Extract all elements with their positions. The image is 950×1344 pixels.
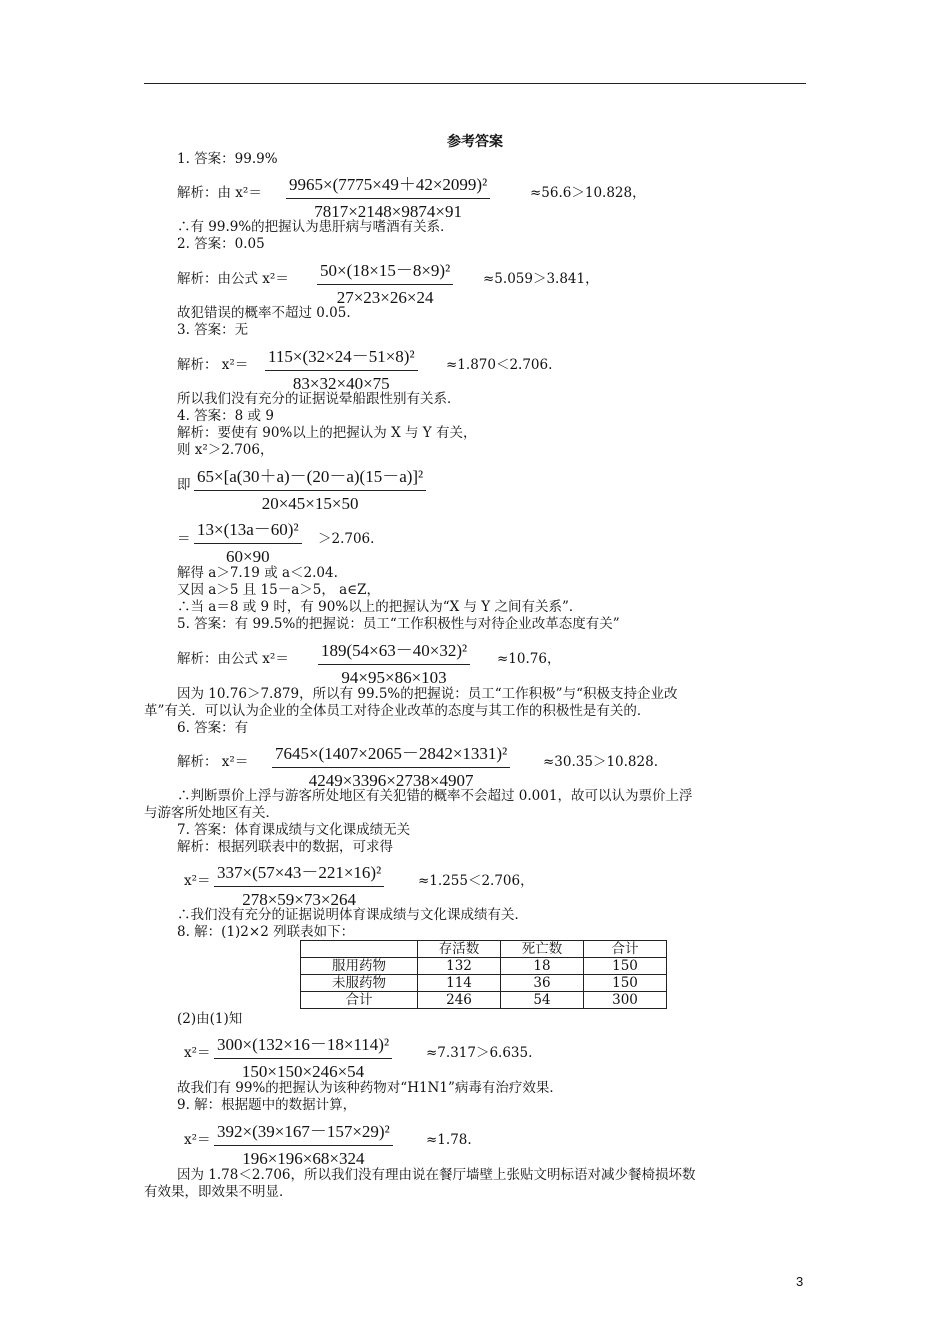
table-cell: 150 [584, 958, 667, 975]
formula-6-denominator: 4249×3396×2738×4907 [308, 771, 474, 790]
formula-9 [214, 1117, 393, 1169]
conclusion-5-line2: 革”有关．可以认为企业的全体员工对待企业改革的态度与其工作的积极性是有关的． [144, 703, 651, 719]
analysis-2-result: ≈5.059＞3.841， [483, 271, 599, 287]
analysis-5-lead: 解析：由公式 x²＝ [177, 651, 289, 667]
table-row [301, 992, 667, 1009]
conclusion-6-line2: 与游客所处地区有关． [144, 805, 279, 821]
conclusion-6-line1: ∴判断票价上浮与游客所处地区有关犯错的概率不会超过 0.001，故可以认为票价上浮 [177, 788, 693, 804]
answer-1: 1. 答案：99.9% [177, 151, 278, 167]
analysis-2-lead: 解析：由公式 x²＝ [177, 271, 289, 287]
conclusion-7: ∴我们没有充分的证据说明体育课成绩与文化课成绩有关． [177, 907, 528, 923]
analysis-9-result: ≈1.78. [426, 1132, 472, 1148]
table-cell: 300 [584, 992, 667, 1009]
analysis-4-ji: 即 [177, 477, 191, 493]
analysis-5-result: ≈10.76， [497, 651, 561, 667]
formula-2-denominator: 27×23×26×24 [336, 288, 434, 307]
answer-8: 8. 解：(1)2×2 列联表如下： [177, 924, 355, 940]
answer-3: 3. 答案：无 [177, 322, 249, 338]
table-row [301, 958, 667, 975]
formula-1-denominator: 7817×2148×9874×91 [314, 202, 462, 221]
formula-7-denominator: 278×59×73×264 [242, 890, 356, 909]
analysis-1-lead: 解析：由 x²＝ [177, 185, 262, 201]
answer-2: 2. 答案：0.05 [177, 236, 265, 252]
formula-9-denominator: 196×196×68×324 [242, 1149, 365, 1168]
analysis-8-x2: x²＝ [184, 1045, 211, 1061]
formula-6-numerator: 7645×(1407×2065－2842×1331)² [272, 739, 510, 768]
formula-8-numerator: 300×(132×16－18×114)² [214, 1030, 392, 1059]
formula-7-numerator: 337×(57×43－221×16)² [214, 858, 384, 887]
formula-7 [214, 858, 384, 910]
formula-5 [318, 636, 470, 688]
conclusion-2: 故犯错误的概率不超过 0.05. [177, 305, 351, 321]
formula-4b [194, 515, 302, 567]
table-header-cell [301, 941, 418, 958]
conclusion-9-line1: 因为 1.78＜2.706，所以我们没有理由说在餐厅墙壁上张贴文明标语对减少餐椅损坏数 [177, 1167, 696, 1183]
answer-7: 7. 答案：体育课成绩与文化课成绩无关 [177, 822, 411, 838]
formula-1 [286, 170, 490, 222]
analysis-6-lead: 解析： x²＝ [177, 754, 249, 770]
conclusion-3: 所以我们没有充分的证据说晕船跟性别有关系． [177, 391, 461, 407]
analysis-6-result: ≈30.35＞10.828. [543, 754, 658, 770]
conclusion-8: 故我们有 99%的把握认为该种药物对“H1N1”病毒有治疗效果． [177, 1080, 563, 1096]
analysis-7-result: ≈1.255＜2.706， [418, 873, 534, 889]
formula-3-numerator: 115×(32×24－51×8)² [265, 342, 418, 371]
analysis-4-line4: 又因 a＞5 且 15－a＞5， a∈Z， [177, 582, 381, 598]
formula-9-numerator: 392×(39×167－157×29)² [214, 1117, 393, 1146]
conclusion-1: ∴有 99.9%的把握认为患肝病与嗜酒有关系． [177, 219, 454, 235]
table-cell: 150 [584, 975, 667, 992]
analysis-4-line5: ∴当 a＝8 或 9 时，有 90%以上的把握认为“X 与 Y 之间有关系”． [177, 599, 583, 615]
header-rule [144, 83, 806, 84]
formula-5-denominator: 94×95×86×103 [341, 668, 447, 687]
analysis-8-lead: (2)由(1)知 [177, 1011, 243, 1027]
table-header-cell: 存活数 [418, 941, 501, 958]
formula-4b-numerator: 13×(13a－60)² [194, 515, 302, 544]
page-number: 3 [796, 1274, 804, 1289]
analysis-4-line1: 解析：要使有 90%以上的把握认为 X 与 Y 有关， [177, 425, 477, 441]
analysis-7-x2: x²＝ [184, 873, 211, 889]
formula-3 [265, 342, 418, 394]
answer-6: 6. 答案：有 [177, 720, 249, 736]
formula-4a-numerator: 65×[a(30＋a)－(20－a)(15－a)]² [194, 462, 426, 491]
analysis-4-line2: 则 x²＞2.706， [177, 442, 274, 458]
table-cell: 服用药物 [301, 958, 418, 975]
formula-8-denominator: 150×150×246×54 [241, 1062, 365, 1081]
table-cell: 18 [501, 958, 584, 975]
answer-5: 5. 答案：有 99.5%的把握说：员工“工作积极性与对待企业改革态度有关” [177, 616, 620, 632]
formula-5-numerator: 189(54×63－40×32)² [318, 636, 470, 665]
formula-2 [317, 256, 453, 308]
formula-1-numerator: 9965×(7775×49＋42×2099)² [286, 170, 490, 199]
table-row [301, 975, 667, 992]
analysis-1-result: ≈56.6＞10.828， [530, 185, 646, 201]
analysis-7-lead: 解析：根据列联表中的数据，可求得 [177, 839, 393, 855]
table-cell: 132 [418, 958, 501, 975]
table-cell: 36 [501, 975, 584, 992]
table-header-row [301, 941, 667, 958]
formula-3-denominator: 83×32×40×75 [292, 374, 390, 393]
page-title: 参考答案 [447, 134, 503, 150]
conclusion-9-line2: 有效果，即效果不明显． [144, 1184, 293, 1200]
conclusion-5-line1: 因为 10.76＞7.879，所以有 99.5%的把握说：员工“工作积极”与“积极支持企业改 [177, 686, 678, 702]
contingency-table [300, 940, 667, 1009]
analysis-8-result: ≈7.317＞6.635. [426, 1045, 533, 1061]
analysis-4-line3: 解得 a＞7.19 或 a＜2.04. [177, 565, 338, 581]
analysis-4-eq: ＝ [177, 531, 191, 547]
analysis-3-result: ≈1.870＜2.706. [446, 357, 553, 373]
table-header-cell: 死亡数 [501, 941, 584, 958]
answer-9: 9. 解：根据题中的数据计算， [177, 1097, 357, 1113]
answer-4: 4. 答案：8 或 9 [177, 408, 274, 424]
table-header-cell: 合计 [584, 941, 667, 958]
table-cell: 114 [418, 975, 501, 992]
analysis-3-lead: 解析： x²＝ [177, 357, 249, 373]
table-cell: 246 [418, 992, 501, 1009]
formula-2-numerator: 50×(18×15－8×9)² [317, 256, 453, 285]
analysis-9-x2: x²＝ [184, 1132, 211, 1148]
formula-8 [214, 1030, 392, 1082]
formula-6 [272, 739, 510, 791]
analysis-4-result: ＞2.706. [318, 531, 375, 547]
formula-4a [194, 462, 426, 514]
formula-4b-denominator: 60×90 [225, 547, 270, 566]
table-cell: 未服药物 [301, 975, 418, 992]
table-cell: 合计 [301, 992, 418, 1009]
table-cell: 54 [501, 992, 584, 1009]
formula-4a-denominator: 20×45×15×50 [261, 494, 359, 513]
